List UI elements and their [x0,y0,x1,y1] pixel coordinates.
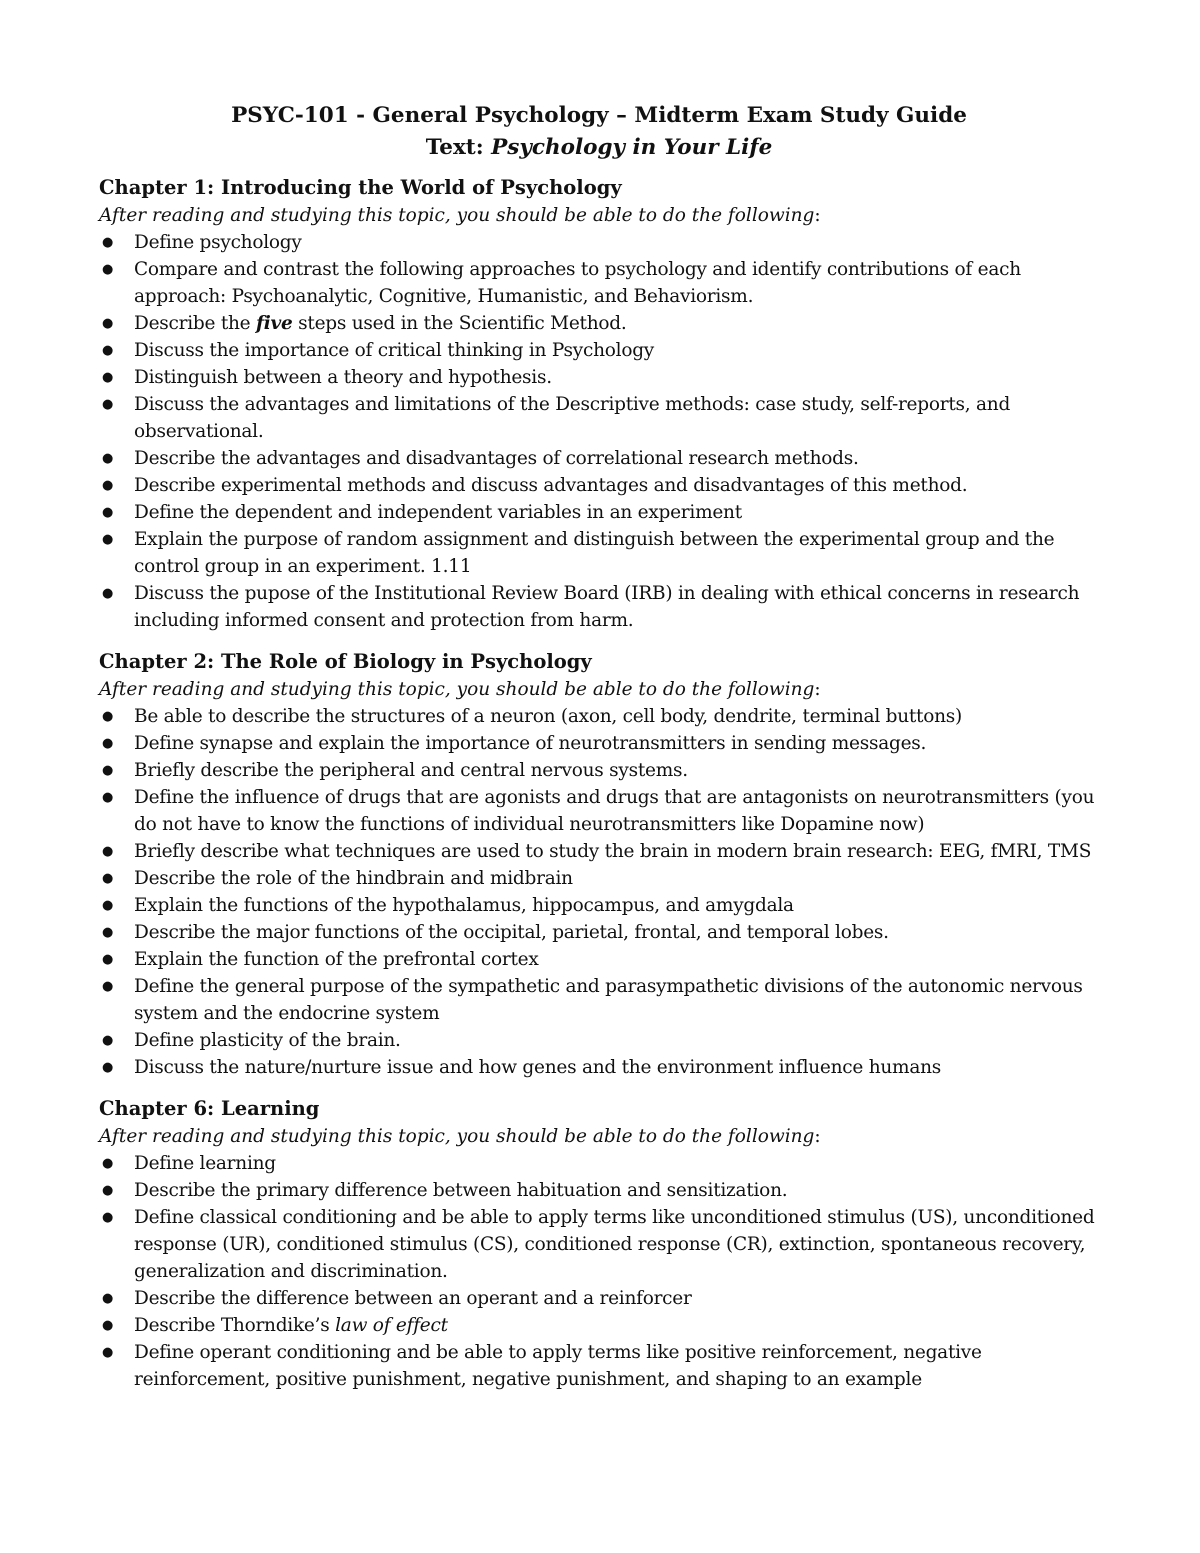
emphasis-law-of-effect: law of effect [335,1315,448,1336]
bullet-icon: ● [102,844,114,859]
objectives-list [99,229,1099,634]
bullet-icon: ● [102,1060,114,1075]
bullet-icon: ● [102,1318,114,1333]
list-item: ● Define the influence of drugs that are agonists and drugs that are antagonists on neurotransmitters (you do not have to know the functions of individual neurotransmitters like Dopamine now) [99,784,1099,838]
list-item: ● Define synapse and explain the importance of neurotransmitters in sending messages. [99,730,1099,757]
list-item: ● Describe the five steps used in the Scientific Method. [99,310,1099,337]
emphasis-five: five [256,313,293,334]
bullet-icon: ● [102,898,114,913]
list-item: ● Discuss the nature/nurture issue and how genes and the environment influence humans [99,1054,1099,1081]
text-label: Text: [425,135,484,160]
bullet-icon: ● [102,1345,114,1360]
list-item: ● Describe the difference between an operant and a reinforcer [99,1285,1099,1312]
bullet-icon: ● [102,532,114,547]
list-item: ● Describe the major functions of the occipital, parietal, frontal, and temporal lobes. [99,919,1099,946]
list-item: ● Be able to describe the structures of a neuron (axon, cell body, dendrite, terminal buttons) [99,703,1099,730]
list-item: ● Define operant conditioning and be able to apply terms like positive reinforcement, negative reinforcement, positive punishment, negative punishment, and shaping to an example [99,1339,1099,1393]
bullet-icon: ● [102,1183,114,1198]
bullet-icon: ● [102,979,114,994]
objectives-list [99,1150,1099,1393]
list-item: ● Describe the primary difference between habituation and sensitization. [99,1177,1099,1204]
chapter-2-section [99,648,1099,1081]
list-item: ● Briefly describe the peripheral and central nervous systems. [99,757,1099,784]
bullet-icon: ● [102,262,114,277]
bullet-icon: ● [102,1033,114,1048]
bullet-icon: ● [102,1291,114,1306]
list-item: ● Define the general purpose of the sympathetic and parasympathetic divisions of the autonomic nervous system and the endocrine system [99,973,1099,1027]
list-item: ● Discuss the pupose of the Institutional Review Board (IRB) in dealing with ethical concerns in research including informed consent and protection from harm. [99,580,1099,634]
bullet-icon: ● [102,1156,114,1171]
list-item: ● Discuss the advantages and limitations of the Descriptive methods: case study, self-reports, and observational. [99,391,1099,445]
bullet-icon: ● [102,505,114,520]
list-item: ● Explain the purpose of random assignment and distinguish between the experimental group and the control group in an experiment. 1.11 [99,526,1099,580]
bullet-icon: ● [102,451,114,466]
list-item: ● Discuss the importance of critical thinking in Psychology [99,337,1099,364]
bullet-icon: ● [102,343,114,358]
chapter-intro: After reading and studying this topic, you should be able to do the following: [99,1126,821,1147]
bullet-icon: ● [102,709,114,724]
chapter-heading: Chapter 1: Introducing the World of Psychology [99,176,622,199]
list-item: ● Distinguish between a theory and hypothesis. [99,364,1099,391]
list-item: ● Define plasticity of the brain. [99,1027,1099,1054]
bullet-icon: ● [102,370,114,385]
bullet-icon: ● [102,235,114,250]
bullet-icon: ● [102,586,114,601]
bullet-icon: ● [102,763,114,778]
bullet-icon: ● [102,316,114,331]
list-item: ● Define psychology [99,229,1099,256]
list-item: ● Define learning [99,1150,1099,1177]
list-item: ● Explain the function of the prefrontal cortex [99,946,1099,973]
bullet-icon: ● [102,1210,114,1225]
list-item: ● Describe the advantages and disadvantages of correlational research methods. [99,445,1099,472]
document-title: PSYC-101 - General Psychology – Midterm Exam Study Guide [231,103,967,128]
bullet-icon: ● [102,925,114,940]
list-item: ● Describe the role of the hindbrain and midbrain [99,865,1099,892]
list-item: ● Compare and contrast the following approaches to psychology and identify contributions of each approach: Psychoanalytic, Cognitive, Humanistic, and Behaviorism. [99,256,1099,310]
bullet-icon: ● [102,736,114,751]
list-item: ● Explain the functions of the hypothalamus, hippocampus, and amygdala [99,892,1099,919]
objectives-list [99,703,1099,1081]
chapter-heading: Chapter 2: The Role of Biology in Psychology [99,650,592,673]
document-subtitle [99,132,1099,164]
bullet-icon: ● [102,871,114,886]
bullet-icon: ● [102,397,114,412]
list-item: ● Describe Thorndike’s law of effect [99,1312,1099,1339]
list-item: ● Briefly describe what techniques are used to study the brain in modern brain research: EEG, fMRI, TMS [99,838,1099,865]
textbook-title: Psychology in Your Life [491,135,773,160]
list-item: ● Define the dependent and independent variables in an experiment [99,499,1099,526]
chapter-intro: After reading and studying this topic, you should be able to do the following: [99,679,821,700]
list-item: ● Define classical conditioning and be able to apply terms like unconditioned stimulus (US), unconditioned response (UR), conditioned stimulus (CS), conditioned response (CR), extinction, spontaneous recovery, generalization and discrimination. [99,1204,1099,1285]
chapter-1-section [99,174,1099,634]
chapter-intro: After reading and studying this topic, you should be able to do the following: [99,205,821,226]
list-item: ● Describe experimental methods and discuss advantages and disadvantages of this method. [99,472,1099,499]
bullet-icon: ● [102,478,114,493]
chapter-6-section [99,1095,1099,1393]
study-guide-page [99,100,1099,1407]
chapter-heading: Chapter 6: Learning [99,1097,320,1120]
bullet-icon: ● [102,952,114,967]
bullet-icon: ● [102,790,114,805]
